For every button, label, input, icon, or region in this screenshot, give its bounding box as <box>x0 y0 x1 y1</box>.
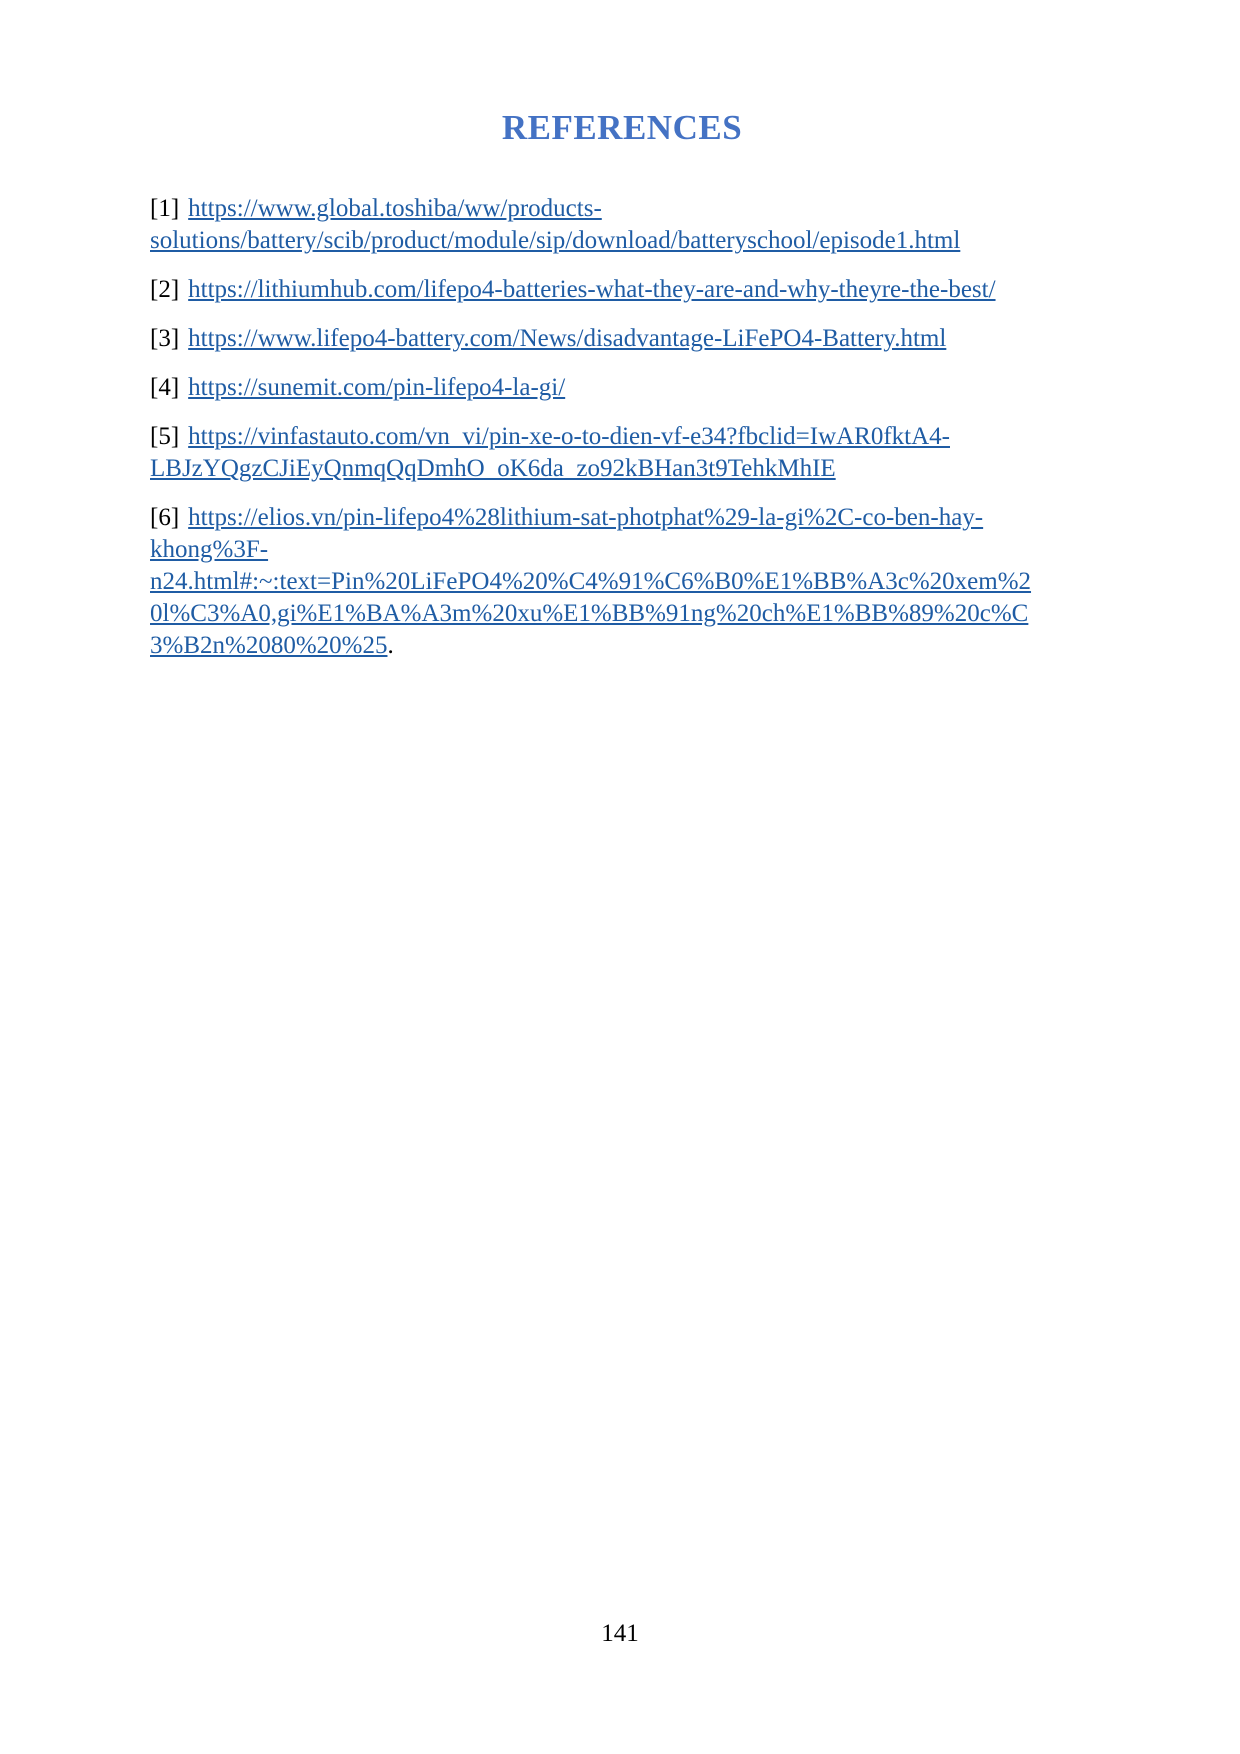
reference-item-4 <box>150 372 1094 404</box>
reference-item-5 <box>150 421 1094 485</box>
reference-line <box>150 566 1094 598</box>
reference-link[interactable]: https://www.lifepo4-battery.com/News/disadvantage-LiFePO4-Battery.html <box>188 325 947 352</box>
reference-label: [1] <box>150 195 180 222</box>
reference-link[interactable]: https://vinfastauto.com/vn_vi/pin-xe-o-to-dien-vf-e34?fbclid=IwAR0fktA4- <box>188 423 950 450</box>
reference-line <box>150 193 1094 225</box>
reference-item-1 <box>150 193 1094 257</box>
reference-label: [5] <box>150 423 180 450</box>
reference-link[interactable]: https://elios.vn/pin-lifepo4%28lithium-sat-photphat%29-la-gi%2C-co-ben-hay- <box>188 504 984 531</box>
reference-line <box>150 372 1094 404</box>
reference-link[interactable]: solutions/battery/scib/product/module/sip/download/batteryschool/episode1.html <box>150 227 961 254</box>
reference-item-6 <box>150 502 1094 662</box>
reference-item-2 <box>150 274 1094 306</box>
page-number: 141 <box>601 1620 639 1647</box>
reference-line <box>150 323 1094 355</box>
reference-suffix: . <box>387 632 394 659</box>
reference-line <box>150 630 1094 662</box>
reference-line <box>150 534 1094 566</box>
reference-label: [2] <box>150 276 180 303</box>
reference-line <box>150 453 1094 485</box>
reference-link[interactable]: https://sunemit.com/pin-lifepo4-la-gi/ <box>188 374 566 401</box>
reference-line <box>150 421 1094 453</box>
reference-link[interactable]: 3%B2n%2080%20%25 <box>150 632 388 659</box>
page-title: REFERENCES <box>501 108 743 147</box>
reference-label: [4] <box>150 374 180 401</box>
reference-item-3 <box>150 323 1094 355</box>
reference-link[interactable]: https://www.global.toshiba/ww/products- <box>188 195 602 222</box>
reference-link[interactable]: n24.html#:~:text=Pin%20LiFePO4%20%C4%91%C6%B0%E1%BB%A3c%20xem%2 <box>150 568 1032 595</box>
reference-label: [3] <box>150 325 180 352</box>
reference-link[interactable]: 0l%C3%A0,gi%E1%BA%A3m%20xu%E1%BB%91ng%20ch%E1%BB%89%20c%C <box>150 600 1029 627</box>
reference-line <box>150 225 1094 257</box>
reference-link[interactable]: https://lithiumhub.com/lifepo4-batteries-what-they-are-and-why-theyre-the-best/ <box>188 276 996 303</box>
reference-line <box>150 598 1094 630</box>
reference-link[interactable]: LBJzYQgzCJiEyQnmqQqDmhO_oK6da_zo92kBHan3t9TehkMhIE <box>150 455 836 482</box>
reference-link[interactable]: khong%3F- <box>150 536 269 563</box>
reference-line <box>150 502 1094 534</box>
reference-label: [6] <box>150 504 180 531</box>
reference-line <box>150 274 1094 306</box>
references-section <box>150 103 1094 679</box>
